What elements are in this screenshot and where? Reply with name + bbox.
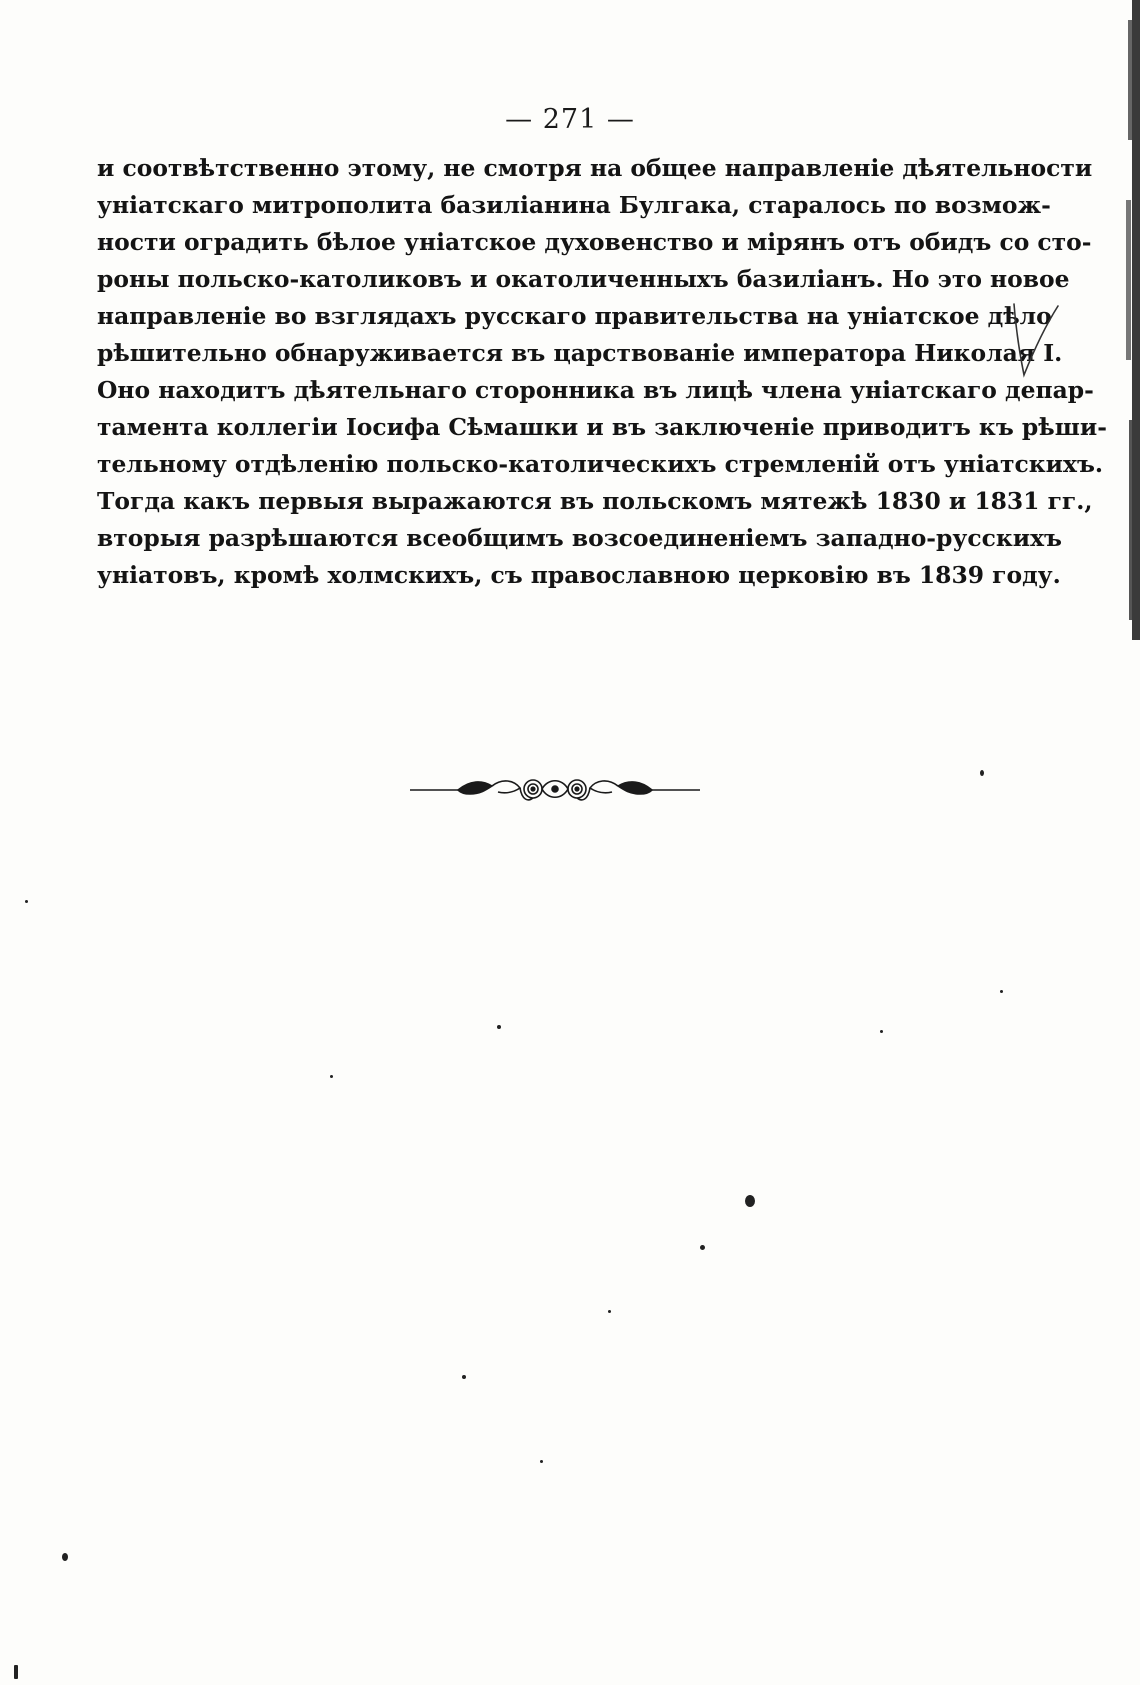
scan-speck bbox=[745, 1195, 755, 1207]
text-line: тельному отдѣленію польско-католическихъ стремленій отъ уніатскихъ. bbox=[97, 450, 1104, 478]
scan-speck bbox=[540, 1460, 543, 1463]
text-line: уніатскаго митрополита базиліанина Булгака, старалось по возмож- bbox=[97, 191, 1051, 219]
scan-speck bbox=[608, 1310, 611, 1313]
text-line: уніатовъ, кромѣ холмскихъ, съ православною церковію въ 1839 году. bbox=[97, 561, 1061, 589]
scan-speck bbox=[14, 1665, 18, 1679]
text-line: направленіе во взглядахъ русскаго правительства на уніатское дѣло bbox=[97, 302, 1052, 330]
text-line: и соотвѣтственно этому, не смотря на общее направленіе дѣятельности bbox=[97, 154, 1093, 182]
scan-speck bbox=[462, 1375, 466, 1379]
scan-speck bbox=[330, 1075, 333, 1078]
text-line: ности оградить бѣлое уніатское духовенство и мірянъ отъ обидъ со сто- bbox=[97, 228, 1092, 256]
scan-speck bbox=[880, 1030, 883, 1033]
pencil-check-mark-icon bbox=[1010, 300, 1060, 380]
page-number: — 271 — bbox=[505, 104, 635, 135]
scan-speck bbox=[62, 1553, 68, 1561]
scan-speck bbox=[497, 1025, 501, 1029]
text-line: роны польско-католиковъ и окатоличенныхъ базиліанъ. Но это новое bbox=[97, 265, 1070, 293]
text-line: Оно находитъ дѣятельнаго сторонника въ лицѣ члена уніатскаго депар- bbox=[97, 376, 1094, 404]
text-line: тамента коллегіи Іосифа Сѣмашки и въ заключеніе приводитъ къ рѣши- bbox=[97, 413, 1107, 441]
scan-speck bbox=[980, 770, 984, 776]
scan-speck bbox=[1000, 990, 1003, 993]
text-line: вторыя разрѣшаются всеобщимъ возсоединеніемъ западно-русскихъ bbox=[97, 524, 1062, 552]
scan-edge-shadow bbox=[1120, 0, 1140, 640]
scan-speck bbox=[25, 900, 28, 903]
scan-speck bbox=[700, 1245, 705, 1250]
text-line: Тогда какъ первыя выражаются въ польскомъ мятежѣ 1830 и 1831 гг., bbox=[97, 487, 1093, 515]
body-text bbox=[97, 150, 1107, 594]
fleuron-ornament-icon bbox=[410, 770, 700, 810]
text-line: рѣшительно обнаруживается въ царствованіе императора Николая I. bbox=[97, 339, 1063, 367]
